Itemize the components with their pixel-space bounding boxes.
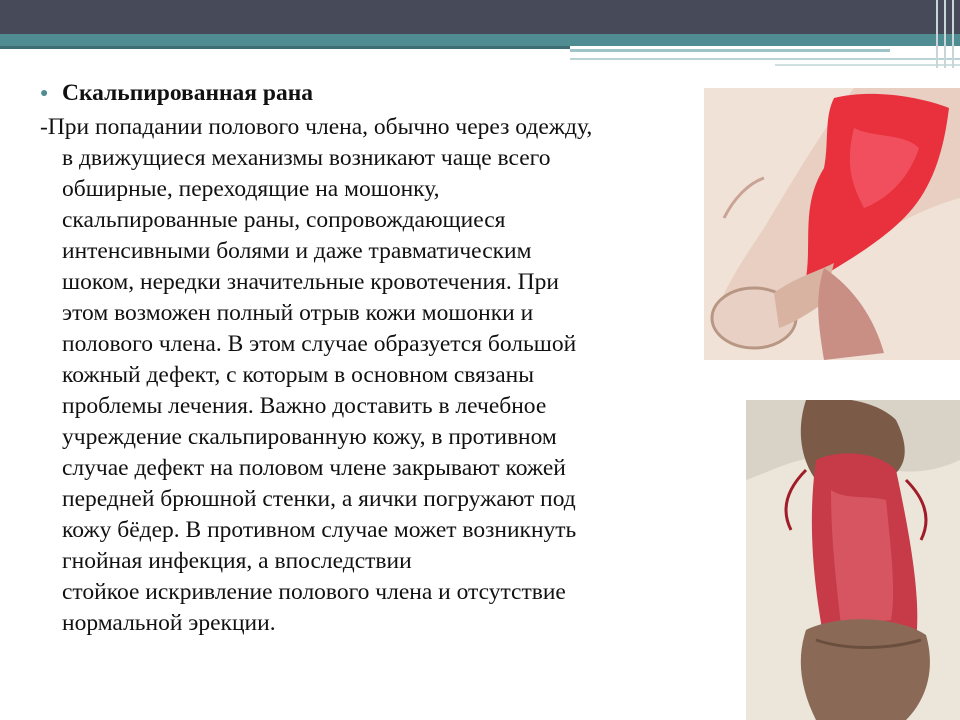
- paragraph-line: интенсивными болями и даже травматическим: [62, 238, 532, 264]
- paragraph-line: этом возможен полный отрыв кожи мошонки и: [62, 300, 534, 326]
- paragraph-line: случае дефект на половом члене закрывают кожей: [62, 455, 566, 481]
- paragraph-line: скальпированные раны, сопровождающиеся: [62, 207, 506, 233]
- slide-paragraph: [40, 112, 740, 639]
- accent-stripe: [0, 34, 960, 46]
- paragraph-line: -При попадании полового члена, обычно через одежду,: [40, 114, 593, 140]
- paragraph-line: нормальной эрекции.: [62, 610, 276, 636]
- paragraph-line: шоком, нередки значительные кровотечения. При: [62, 269, 559, 295]
- paragraph-line: стойкое искривление полового члена и отсутствие: [62, 579, 566, 605]
- decorative-rule: [570, 58, 960, 60]
- paragraph-line: кожу бёдер. В противном случае может возникнуть: [62, 517, 577, 543]
- paragraph-line: проблемы лечения. Важно доставить в лечебное: [62, 393, 547, 419]
- decorative-rule: [570, 49, 890, 52]
- paragraph-line: гнойная инфекция, а впоследствии: [62, 548, 412, 574]
- clinical-photo: [746, 400, 960, 720]
- bullet-item: [40, 78, 740, 112]
- slide-heading: Скальпированная рана: [62, 80, 314, 106]
- paragraph-line: учреждение скальпированную кожу, в противном: [62, 424, 557, 450]
- title-bar-decoration: [0, 0, 960, 34]
- paragraph-line: передней брюшной стенки, а яички погружают под: [62, 486, 576, 512]
- paragraph-line: обширные, переходящие на мошонку,: [62, 176, 440, 202]
- medical-illustration: [704, 88, 960, 360]
- paragraph-line: полового члена. В этом случае образуется большой: [62, 331, 577, 357]
- paragraph-line: в движущиеся механизмы возникают чаще всего: [62, 145, 551, 171]
- bullet-icon: ●: [40, 86, 49, 101]
- paragraph-line: кожный дефект, с которым в основном связаны: [62, 362, 534, 388]
- corner-ornament: [932, 0, 960, 68]
- slide-body: [40, 78, 740, 639]
- accent-stripe-shadow: [0, 46, 570, 49]
